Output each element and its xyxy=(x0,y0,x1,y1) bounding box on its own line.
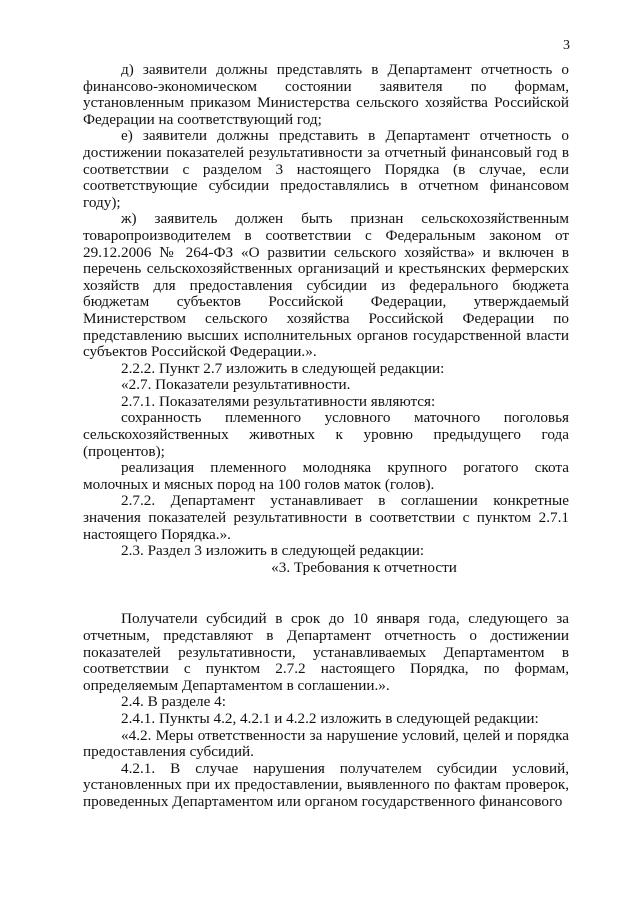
paragraph-2-2-2: 2.2.2. Пункт 2.7 изложить в следующей редакции: xyxy=(121,359,445,377)
paragraph-zh: ж) заявитель должен быть признан сельскохозяйственным товаропроизводителем в соответствии с Федеральным законом от 29.12.2006 № 264-ФЗ «О развитии сельского хозяйства» и включен в перечень сельскохозяйственных организаций и крестьянских фермерских хозяйств для предоставления субсидии из федерального бюджета бюджетам субъектов Российской Федерации, утверждаемый Министерством сельского хозяйства Российской Федерации по представлению высших исполнительных органов государственной власти субъектов Российской Федерации.». xyxy=(83,210,569,361)
paragraph-4-2-1: 4.2.1. В случае нарушения получателем субсидии условий, установленных при их предоставлении, выявленного по фактам проверок, проведенных Департаментом или органом государственного финансового xyxy=(83,759,569,810)
paragraph-indicator-1: сохранность племенного условного маточного поголовья сельскохозяйственных животных к уровню предыдущего года (процентов); xyxy=(83,409,569,460)
paragraph-2-3: 2.3. Раздел 3 изложить в следующей редакции: xyxy=(121,542,425,560)
paragraph-reporting: Получатели субсидий в срок до 10 января года, следующего за отчетным, представляют в Департамент отчетность о достижении показателей результативности, устанавливаемых Департаментом в соответствии с пунктом 2.7.2 настоящего Порядка, по формам, определяемым Департаментом в соглашении.». xyxy=(83,610,569,694)
paragraph-2-4: 2.4. В разделе 4: xyxy=(121,693,226,711)
document-body xyxy=(83,62,569,811)
paragraph-2-7: «2.7. Показатели результативности. xyxy=(121,376,351,394)
spacer xyxy=(83,576,569,611)
section-heading: «3. Требования к отчетности xyxy=(271,558,457,576)
paragraph-indicator-2: реализация племенного молодняка крупного рогатого скота молочных и мясных пород на 100 голов маток (голов). xyxy=(83,459,569,493)
paragraph-d: д) заявители должны представлять в Департамент отчетность о финансово-экономическом состоянии заявителя по формам, установленным приказом Министерства сельского хозяйства Российской Федерации на соответствующий год; xyxy=(83,61,569,128)
paragraph-2-7-1: 2.7.1. Показателями результативности являются: xyxy=(121,392,436,410)
paragraph-2-4-1: 2.4.1. Пункты 4.2, 4.2.1 и 4.2.2 изложить в следующей редакции: xyxy=(121,709,539,727)
paragraph-4-2: «4.2. Меры ответственности за нарушение условий, целей и порядка предоставления субсидий. xyxy=(83,726,569,761)
page-number: 3 xyxy=(563,38,570,53)
paragraph-2-7-2: 2.7.2. Департамент устанавливает в соглашении конкретные значения показателей результативности в соответствии с пунктом 2.7.1 настоящего Порядка.». xyxy=(83,492,569,543)
paragraph-e: е) заявители должны представить в Департамент отчетность о достижении показателей результативности за отчетный финансовый год в соответствии с разделом 3 настоящего Порядка (в случае, если соответствующие субсидии предоставлялись в отчетном финансовом году); xyxy=(83,127,569,211)
